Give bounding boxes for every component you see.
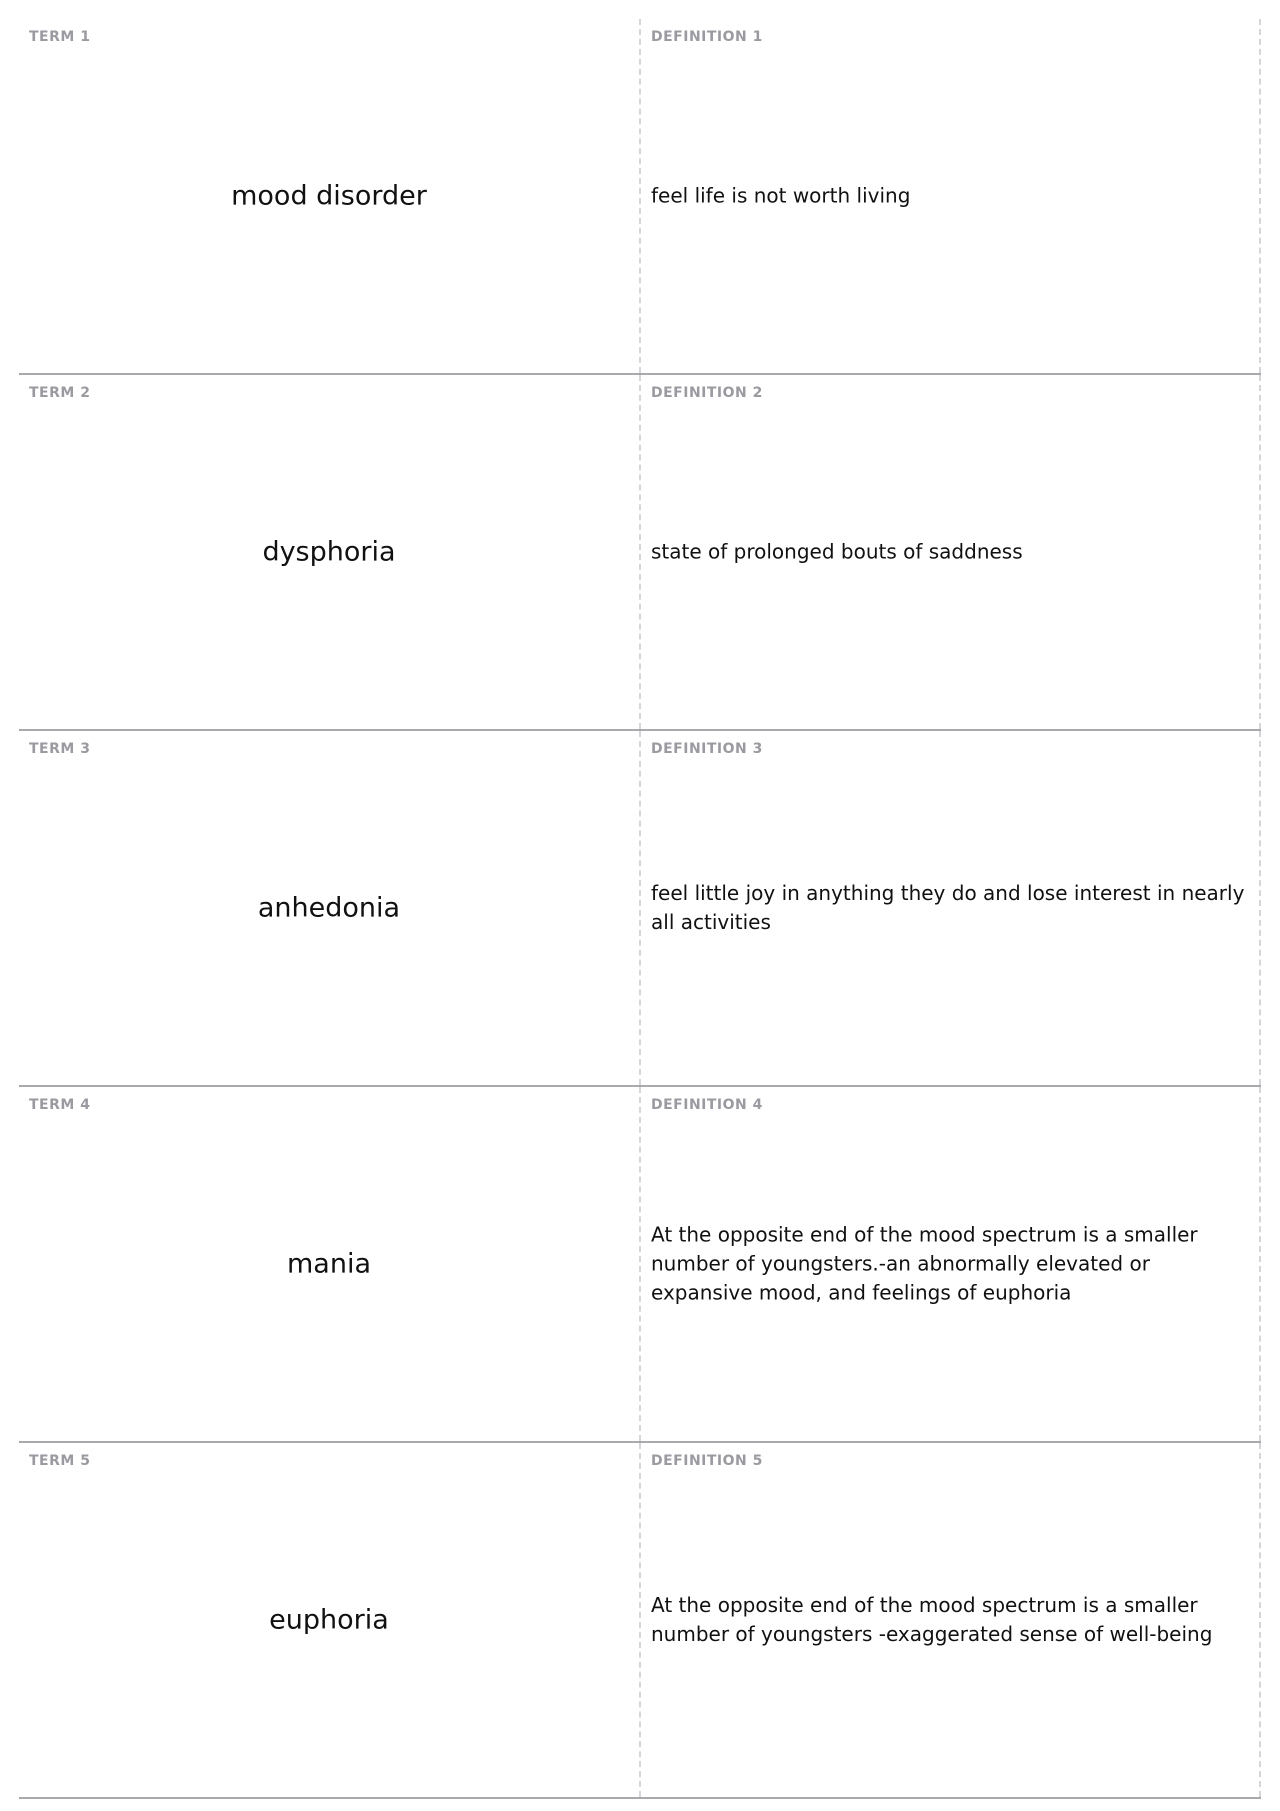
term-cell xyxy=(19,1443,641,1797)
term-label: TERM 4 xyxy=(29,1097,91,1113)
flashcard-row xyxy=(19,19,1261,375)
definition-label: DEFINITION 3 xyxy=(651,741,763,757)
definition-cell xyxy=(641,1087,1261,1441)
definition-text: feel little joy in anything they do and lose interest in nearly all activities xyxy=(651,881,1245,934)
term-label: TERM 3 xyxy=(29,741,91,757)
term-label: TERM 5 xyxy=(29,1453,91,1469)
flashcard-row xyxy=(19,375,1261,731)
definition-label: DEFINITION 1 xyxy=(651,29,763,45)
definition-text: At the opposite end of the mood spectrum is a smaller number of youngsters.-an abnormally elevated or expansive mood, and feelings of euphoria xyxy=(651,1222,1198,1305)
definition-label: DEFINITION 2 xyxy=(651,385,763,401)
definition-label: DEFINITION 5 xyxy=(651,1453,763,1469)
term-text: mood disorder xyxy=(231,180,427,212)
term-text: dysphoria xyxy=(262,536,396,568)
term-label: TERM 2 xyxy=(29,385,91,401)
definition-cell xyxy=(641,1443,1261,1797)
term-cell xyxy=(19,1087,641,1441)
definition-label: DEFINITION 4 xyxy=(651,1097,763,1113)
term-label: TERM 1 xyxy=(29,29,91,45)
term-cell xyxy=(19,375,641,729)
term-text: anhedonia xyxy=(257,892,401,924)
definition-cell xyxy=(641,375,1261,729)
term-cell xyxy=(19,19,641,373)
term-text: euphoria xyxy=(269,1604,389,1636)
term-cell xyxy=(19,731,641,1085)
definition-text: state of prolonged bouts of saddness xyxy=(651,539,1023,564)
flashcard-sheet xyxy=(19,19,1261,1799)
flashcard-row xyxy=(19,731,1261,1087)
flashcard-row xyxy=(19,1443,1261,1799)
term-text: mania xyxy=(286,1248,371,1280)
flashcard-row xyxy=(19,1087,1261,1443)
definition-text: feel life is not worth living xyxy=(651,183,911,208)
definition-text: At the opposite end of the mood spectrum is a smaller number of youngsters -exaggerated sense of well-being xyxy=(651,1593,1213,1646)
definition-cell xyxy=(641,731,1261,1085)
definition-cell xyxy=(641,19,1261,373)
